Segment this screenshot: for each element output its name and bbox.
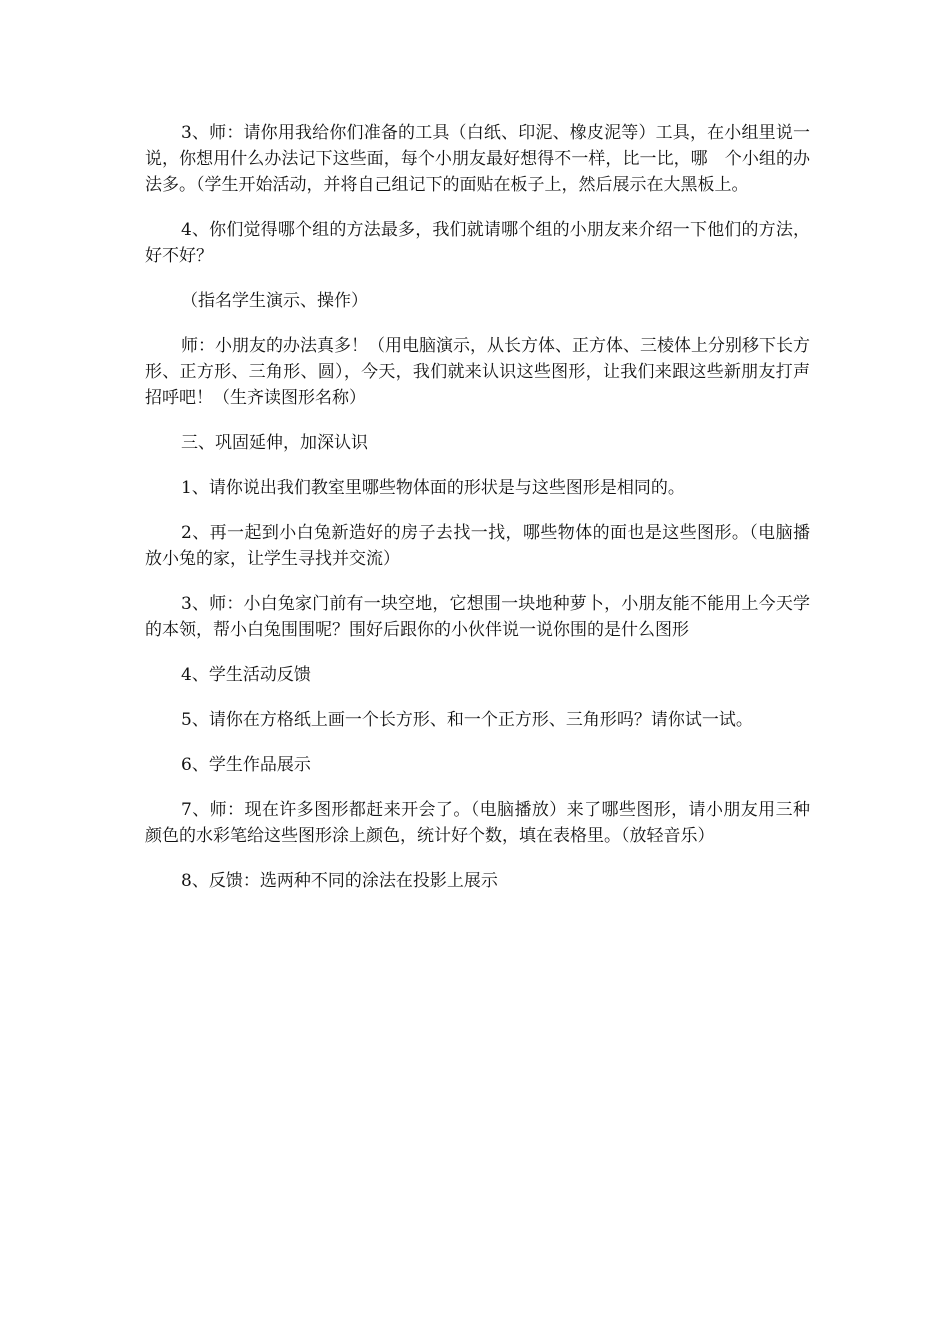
paragraph-item-5: 5、请你在方格纸上画一个长方形、和一个正方形、三角形吗？请你试一试。 (181, 710, 753, 730)
paragraph-item-2: 2、再一起到小白兔新造好的房子去找一找，哪些物体的面也是这些图形。（电脑播放小兔的家，让学生寻找并交流） (145, 523, 810, 569)
paragraph-teacher-computer-demo: 师：小朋友的办法真多！（用电脑演示，从长方体、正方体、三棱体上分别移下长方形、正方形、三角形、圆），今天，我们就来认识这些图形，让我们来跟这些新朋友打声招呼吧！（生齐读图形名称） (145, 336, 810, 408)
section-heading-consolidate: 三、巩固延伸，加深认识 (181, 433, 368, 453)
paragraph-item-8: 8、反馈：选两种不同的涂法在投影上展示 (181, 871, 498, 891)
paragraph-step-3-teacher-tools: 3、师：请你用我给你们准备的工具（白纸、印泥、橡皮泥等）工具，在小组里说一说，你想用什么办法记下这些面，每个小朋友最好想得不一样，比一比，哪 个小组的办法多。（学生开始活动，并将自己组记下的面贴在板子上，然后展示在大黑板上。 (145, 123, 810, 195)
paragraph-step-4-group-method: 4、你们觉得哪个组的方法最多，我们就请哪个组的小朋友来介绍一下他们的方法，好不好？ (145, 220, 810, 266)
paragraph-student-demo: （指名学生演示、操作） (181, 291, 368, 311)
paragraph-item-6: 6、学生作品展示 (181, 755, 311, 775)
paragraph-item-4: 4、学生活动反馈 (181, 665, 311, 685)
paragraph-item-7: 7、师：现在许多图形都赶来开会了。（电脑播放）来了哪些图形，请小朋友用三种颜色的水彩笔给这些图形涂上颜色，统计好个数，填在表格里。（放轻音乐） (145, 800, 810, 846)
paragraph-item-1: 1、请你说出我们教室里哪些物体面的形状是与这些图形是相同的。 (181, 478, 685, 498)
document-body (145, 120, 810, 913)
paragraph-item-3: 3、师：小白兔家门前有一块空地，它想围一块地种萝卜，小朋友能不能用上今天学的本领，帮小白兔围围呢？围好后跟你的小伙伴说一说你围的是什么图形 (145, 594, 810, 640)
